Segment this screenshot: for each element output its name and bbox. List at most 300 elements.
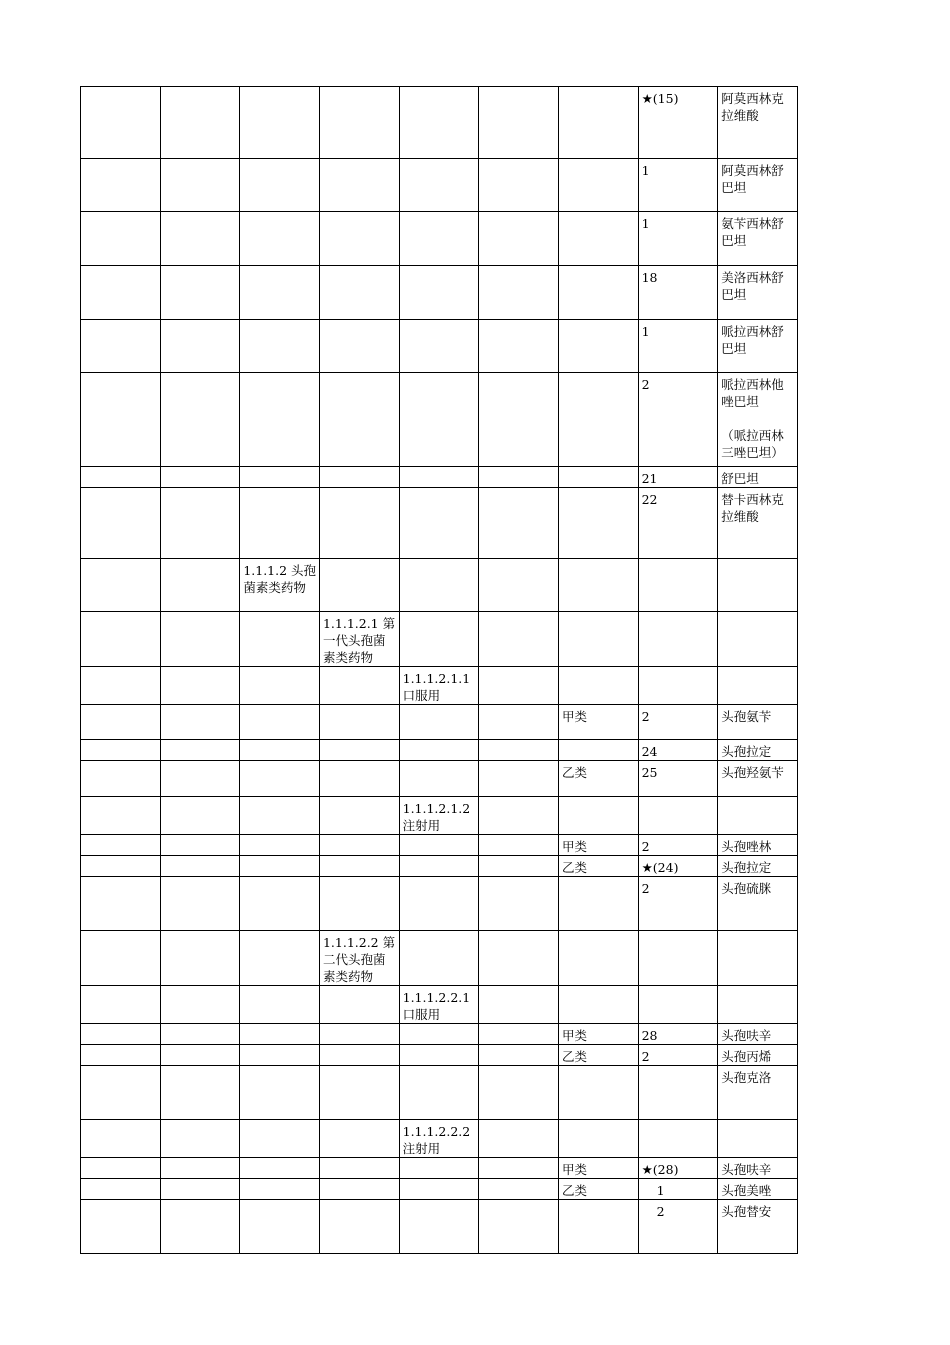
cell-text <box>81 559 160 562</box>
cell-text <box>479 1200 558 1203</box>
table-cell-col3 <box>240 488 320 559</box>
cell-text <box>161 1158 240 1161</box>
table-cell-col3 <box>240 559 320 612</box>
cell-text <box>81 667 160 670</box>
table-cell-col2 <box>160 1179 240 1200</box>
table-cell-col7 <box>558 1120 638 1158</box>
table-cell-col2 <box>160 1045 240 1066</box>
cell-text <box>559 559 638 562</box>
table-cell-col9 <box>718 740 798 761</box>
table-row <box>81 1066 798 1120</box>
table-cell-col8 <box>638 612 718 667</box>
cell-text: 1.1.1.2.1.2 注射用 <box>402 801 471 833</box>
table-cell-col5 <box>399 1066 479 1120</box>
table-cell-col9 <box>718 986 798 1024</box>
cell-text: 头孢唑林 <box>721 839 772 854</box>
cell-text <box>161 877 240 880</box>
table-cell-col1 <box>81 667 161 705</box>
cell-text <box>400 266 479 269</box>
table-cell-col4 <box>319 1024 399 1045</box>
table-cell-col9 <box>718 212 798 266</box>
table-cell-col7 <box>558 87 638 159</box>
cell-text: 美洛西林舒巴坦 <box>721 270 784 302</box>
table-row <box>81 1045 798 1066</box>
cell-text <box>479 488 558 491</box>
cell-text <box>161 667 240 670</box>
table-cell-col7 <box>558 667 638 705</box>
cell-text <box>320 1024 399 1027</box>
cell-text <box>161 931 240 934</box>
table-cell-col4 <box>319 1120 399 1158</box>
cell-text <box>479 87 558 90</box>
table-cell-col7 <box>558 1066 638 1120</box>
table-cell-col6 <box>479 612 559 667</box>
table-cell-col5 <box>399 986 479 1024</box>
table-row <box>81 320 798 373</box>
cell-text: 头孢拉定 <box>721 860 772 875</box>
table-cell-col3 <box>240 320 320 373</box>
cell-text <box>320 1179 399 1182</box>
table-cell-col1 <box>81 1045 161 1066</box>
cell-text: 2 <box>641 1049 650 1064</box>
table-cell-col9 <box>718 320 798 373</box>
cell-text <box>161 1024 240 1027</box>
table-cell-col1 <box>81 740 161 761</box>
table-row <box>81 467 798 488</box>
table-row <box>81 797 798 835</box>
cell-text <box>559 740 638 743</box>
cell-text <box>320 559 399 562</box>
table-cell-col1 <box>81 212 161 266</box>
table-row <box>81 373 798 467</box>
table-cell-col7 <box>558 856 638 877</box>
cell-text <box>81 212 160 215</box>
cell-text <box>559 1200 638 1203</box>
table-cell-col1 <box>81 705 161 740</box>
cell-text <box>639 1120 718 1123</box>
cell-text <box>320 986 399 989</box>
table-cell-col9 <box>718 1120 798 1158</box>
table-row <box>81 612 798 667</box>
table-cell-col5 <box>399 266 479 320</box>
cell-text <box>240 1024 319 1027</box>
table-cell-col1 <box>81 612 161 667</box>
table-cell-col3 <box>240 212 320 266</box>
table-cell-col3 <box>240 159 320 212</box>
table-cell-col8 <box>638 761 718 797</box>
cell-text: 2 <box>641 839 650 854</box>
table-cell-col6 <box>479 159 559 212</box>
table-cell-col6 <box>479 856 559 877</box>
table-cell-col2 <box>160 159 240 212</box>
cell-text <box>240 740 319 743</box>
table-cell-col3 <box>240 740 320 761</box>
table-body <box>81 87 798 1254</box>
cell-text: 头孢丙烯 <box>721 1049 772 1064</box>
cell-text: 1.1.1.2.2.2 注射用 <box>402 1124 471 1156</box>
cell-text <box>718 612 797 615</box>
cell-text <box>559 667 638 670</box>
table-cell-col8 <box>638 1066 718 1120</box>
table-cell-col6 <box>479 705 559 740</box>
table-cell-col9 <box>718 1179 798 1200</box>
cell-text <box>81 320 160 323</box>
cell-text <box>559 931 638 934</box>
table-cell-col8 <box>638 835 718 856</box>
table-cell-col7 <box>558 797 638 835</box>
cell-text <box>161 87 240 90</box>
table-cell-col7 <box>558 612 638 667</box>
cell-text <box>320 212 399 215</box>
table-cell-col3 <box>240 266 320 320</box>
table-row <box>81 266 798 320</box>
table-cell-col2 <box>160 373 240 467</box>
table-cell-col7 <box>558 1045 638 1066</box>
cell-text <box>479 1024 558 1027</box>
cell-text <box>479 931 558 934</box>
cell-text <box>240 1045 319 1048</box>
cell-text <box>559 159 638 162</box>
table-cell-col4 <box>319 761 399 797</box>
table-cell-col3 <box>240 835 320 856</box>
cell-text <box>81 740 160 743</box>
cell-text <box>161 797 240 800</box>
table-cell-col2 <box>160 835 240 856</box>
table-cell-col6 <box>479 87 559 159</box>
cell-text: 头孢呋辛 <box>721 1162 772 1177</box>
cell-text <box>400 740 479 743</box>
cell-text <box>240 667 319 670</box>
cell-text <box>559 986 638 989</box>
table-cell-col2 <box>160 1120 240 1158</box>
cell-text <box>320 761 399 764</box>
table-cell-col7 <box>558 159 638 212</box>
cell-text: 甲类 <box>561 1162 587 1177</box>
table-cell-col2 <box>160 266 240 320</box>
cell-text <box>240 877 319 880</box>
cell-text <box>639 986 718 989</box>
table-cell-col3 <box>240 612 320 667</box>
table-cell-col9 <box>718 931 798 986</box>
cell-text <box>400 1045 479 1048</box>
table-row <box>81 986 798 1024</box>
cell-text <box>559 1066 638 1069</box>
table-cell-col2 <box>160 1200 240 1254</box>
cell-text <box>81 877 160 880</box>
table-cell-col4 <box>319 1045 399 1066</box>
table-cell-col3 <box>240 1024 320 1045</box>
cell-text <box>240 1158 319 1161</box>
cell-text <box>400 559 479 562</box>
table-cell-col1 <box>81 1066 161 1120</box>
table-cell-col4 <box>319 373 399 467</box>
cell-text <box>81 835 160 838</box>
table-cell-col8 <box>638 212 718 266</box>
cell-text <box>479 266 558 269</box>
table-row <box>81 761 798 797</box>
table-cell-col7 <box>558 1024 638 1045</box>
table-cell-col3 <box>240 1120 320 1158</box>
table-cell-col1 <box>81 559 161 612</box>
table-cell-col8 <box>638 320 718 373</box>
cell-text: 头孢硫脒 <box>721 881 772 896</box>
cell-text <box>161 1200 240 1203</box>
table-cell-col8 <box>638 1120 718 1158</box>
cell-text <box>240 320 319 323</box>
cell-text <box>320 1200 399 1203</box>
table-cell-col6 <box>479 667 559 705</box>
cell-text <box>400 320 479 323</box>
cell-text <box>81 1024 160 1027</box>
table-row <box>81 1200 798 1254</box>
cell-text: 替卡西林克拉维酸 <box>721 492 784 524</box>
table-cell-col7 <box>558 931 638 986</box>
table-cell-col8 <box>638 488 718 559</box>
cell-text <box>240 612 319 615</box>
table-cell-col9 <box>718 1158 798 1179</box>
table-cell-col1 <box>81 1158 161 1179</box>
table-cell-col9 <box>718 1200 798 1254</box>
table-row <box>81 87 798 159</box>
cell-text <box>161 1120 240 1123</box>
table-cell-col5 <box>399 159 479 212</box>
table-row <box>81 488 798 559</box>
cell-text: 28 <box>641 1028 658 1043</box>
cell-text <box>559 488 638 491</box>
table-cell-col4 <box>319 488 399 559</box>
cell-text <box>400 931 479 934</box>
cell-text <box>559 877 638 880</box>
table-cell-col4 <box>319 931 399 986</box>
cell-text: 乙类 <box>561 860 587 875</box>
cell-text <box>400 612 479 615</box>
table-row <box>81 835 798 856</box>
table-cell-col3 <box>240 1179 320 1200</box>
cell-text <box>400 467 479 470</box>
table-cell-col2 <box>160 667 240 705</box>
cell-text <box>81 159 160 162</box>
cell-text <box>320 667 399 670</box>
cell-text: 乙类 <box>561 1049 587 1064</box>
cell-text: 2 <box>641 377 650 392</box>
table-cell-col8 <box>638 705 718 740</box>
cell-text: 乙类 <box>561 765 587 780</box>
table-cell-col5 <box>399 667 479 705</box>
cell-text <box>400 373 479 376</box>
cell-text <box>81 1045 160 1048</box>
table-row <box>81 159 798 212</box>
cell-text <box>161 212 240 215</box>
cell-text: 1.1.1.2.2 第二代头孢菌素类药物 <box>322 935 396 984</box>
cell-text <box>479 835 558 838</box>
cell-text: ★(15) <box>641 91 679 106</box>
cell-text <box>559 467 638 470</box>
table-cell-col4 <box>319 705 399 740</box>
table-cell-col8 <box>638 467 718 488</box>
table-cell-col2 <box>160 877 240 931</box>
cell-text <box>718 1120 797 1123</box>
table-cell-col2 <box>160 797 240 835</box>
table-cell-col1 <box>81 797 161 835</box>
table-cell-col8 <box>638 1045 718 1066</box>
table-cell-col5 <box>399 705 479 740</box>
cell-text <box>320 1066 399 1069</box>
table-cell-col6 <box>479 797 559 835</box>
cell-text <box>320 835 399 838</box>
cell-text <box>161 488 240 491</box>
table-cell-col6 <box>479 740 559 761</box>
cell-text: 2 <box>641 709 650 724</box>
cell-text: 18 <box>641 270 658 285</box>
table-cell-col3 <box>240 1200 320 1254</box>
cell-text <box>479 1120 558 1123</box>
cell-text <box>240 488 319 491</box>
cell-text <box>240 467 319 470</box>
table-cell-col5 <box>399 87 479 159</box>
cell-text <box>400 705 479 708</box>
cell-text <box>479 740 558 743</box>
cell-text: 24 <box>641 744 658 759</box>
table-cell-col7 <box>558 705 638 740</box>
table-cell-col9 <box>718 797 798 835</box>
cell-text: 1.1.1.2.1 第一代头孢菌素类药物 <box>322 616 396 665</box>
cell-text: 舒巴坦 <box>721 471 759 486</box>
table-row <box>81 931 798 986</box>
table-cell-col4 <box>319 559 399 612</box>
table-cell-col8 <box>638 986 718 1024</box>
table-cell-col6 <box>479 986 559 1024</box>
cell-text <box>400 1179 479 1182</box>
cell-text <box>479 212 558 215</box>
table-row <box>81 705 798 740</box>
cell-text <box>161 1179 240 1182</box>
table-cell-col4 <box>319 1200 399 1254</box>
table-cell-col3 <box>240 373 320 467</box>
cell-text <box>479 797 558 800</box>
table-cell-col8 <box>638 1179 718 1200</box>
cell-text <box>479 1158 558 1161</box>
cell-text <box>559 1120 638 1123</box>
table-row <box>81 856 798 877</box>
cell-text: 氨苄西林舒巴坦 <box>721 216 784 248</box>
cell-text <box>400 87 479 90</box>
table-cell-col4 <box>319 266 399 320</box>
cell-text <box>81 797 160 800</box>
cell-text <box>639 559 718 562</box>
table-cell-col1 <box>81 877 161 931</box>
table-cell-col2 <box>160 320 240 373</box>
table-cell-col2 <box>160 931 240 986</box>
table-cell-col7 <box>558 559 638 612</box>
table-cell-col1 <box>81 931 161 986</box>
cell-text <box>161 1066 240 1069</box>
cell-text <box>400 212 479 215</box>
table-cell-col9 <box>718 667 798 705</box>
table-cell-col8 <box>638 373 718 467</box>
table-cell-col5 <box>399 612 479 667</box>
table-row <box>81 1179 798 1200</box>
cell-text <box>161 705 240 708</box>
cell-text <box>240 931 319 934</box>
cell-text <box>320 1045 399 1048</box>
table-cell-col8 <box>638 159 718 212</box>
table-cell-col2 <box>160 761 240 797</box>
cell-text: 2 <box>656 1204 665 1219</box>
table-cell-col5 <box>399 1179 479 1200</box>
cell-text: 1 <box>641 324 650 339</box>
cell-text <box>479 1045 558 1048</box>
table-cell-col4 <box>319 856 399 877</box>
table-row <box>81 1120 798 1158</box>
table-cell-col9 <box>718 159 798 212</box>
cell-text: 阿莫西林舒巴坦 <box>721 163 784 195</box>
table-cell-col4 <box>319 1158 399 1179</box>
cell-text <box>320 488 399 491</box>
table-cell-col9 <box>718 559 798 612</box>
cell-text <box>81 266 160 269</box>
table-cell-col5 <box>399 761 479 797</box>
cell-text: 22 <box>641 492 658 507</box>
table-cell-col9 <box>718 467 798 488</box>
table-cell-col5 <box>399 559 479 612</box>
table-cell-col3 <box>240 797 320 835</box>
table-cell-col4 <box>319 986 399 1024</box>
table-cell-col5 <box>399 931 479 986</box>
cell-text: 1 <box>641 216 650 231</box>
cell-text <box>639 612 718 615</box>
table-cell-col9 <box>718 856 798 877</box>
table-cell-col4 <box>319 835 399 856</box>
cell-text <box>479 667 558 670</box>
cell-text <box>320 877 399 880</box>
table-cell-col4 <box>319 740 399 761</box>
cell-text: 甲类 <box>561 1028 587 1043</box>
cell-text <box>240 1200 319 1203</box>
cell-text <box>81 931 160 934</box>
cell-text: 头孢氨苄 <box>721 709 772 724</box>
table-row <box>81 667 798 705</box>
table-cell-col2 <box>160 1024 240 1045</box>
table-cell-col6 <box>479 1179 559 1200</box>
table-cell-col3 <box>240 1066 320 1120</box>
table-cell-col6 <box>479 559 559 612</box>
table-cell-col6 <box>479 1120 559 1158</box>
cell-text <box>81 87 160 90</box>
table-cell-col6 <box>479 320 559 373</box>
table-cell-col7 <box>558 320 638 373</box>
table-cell-col4 <box>319 797 399 835</box>
cell-text <box>479 159 558 162</box>
cell-text <box>479 373 558 376</box>
table-cell-col3 <box>240 1158 320 1179</box>
table-cell-col7 <box>558 761 638 797</box>
cell-text <box>240 986 319 989</box>
table-cell-col8 <box>638 87 718 159</box>
cell-text <box>400 488 479 491</box>
table-cell-col1 <box>81 159 161 212</box>
cell-text <box>320 1120 399 1123</box>
cell-text: 哌拉西林舒巴坦 <box>721 324 784 356</box>
table-cell-col8 <box>638 559 718 612</box>
cell-text <box>161 559 240 562</box>
cell-text <box>161 986 240 989</box>
table-cell-col4 <box>319 212 399 266</box>
cell-text: 头孢呋辛 <box>721 1028 772 1043</box>
table-cell-col2 <box>160 612 240 667</box>
cell-text <box>320 373 399 376</box>
table-cell-col4 <box>319 159 399 212</box>
cell-text: 21 <box>641 471 658 486</box>
